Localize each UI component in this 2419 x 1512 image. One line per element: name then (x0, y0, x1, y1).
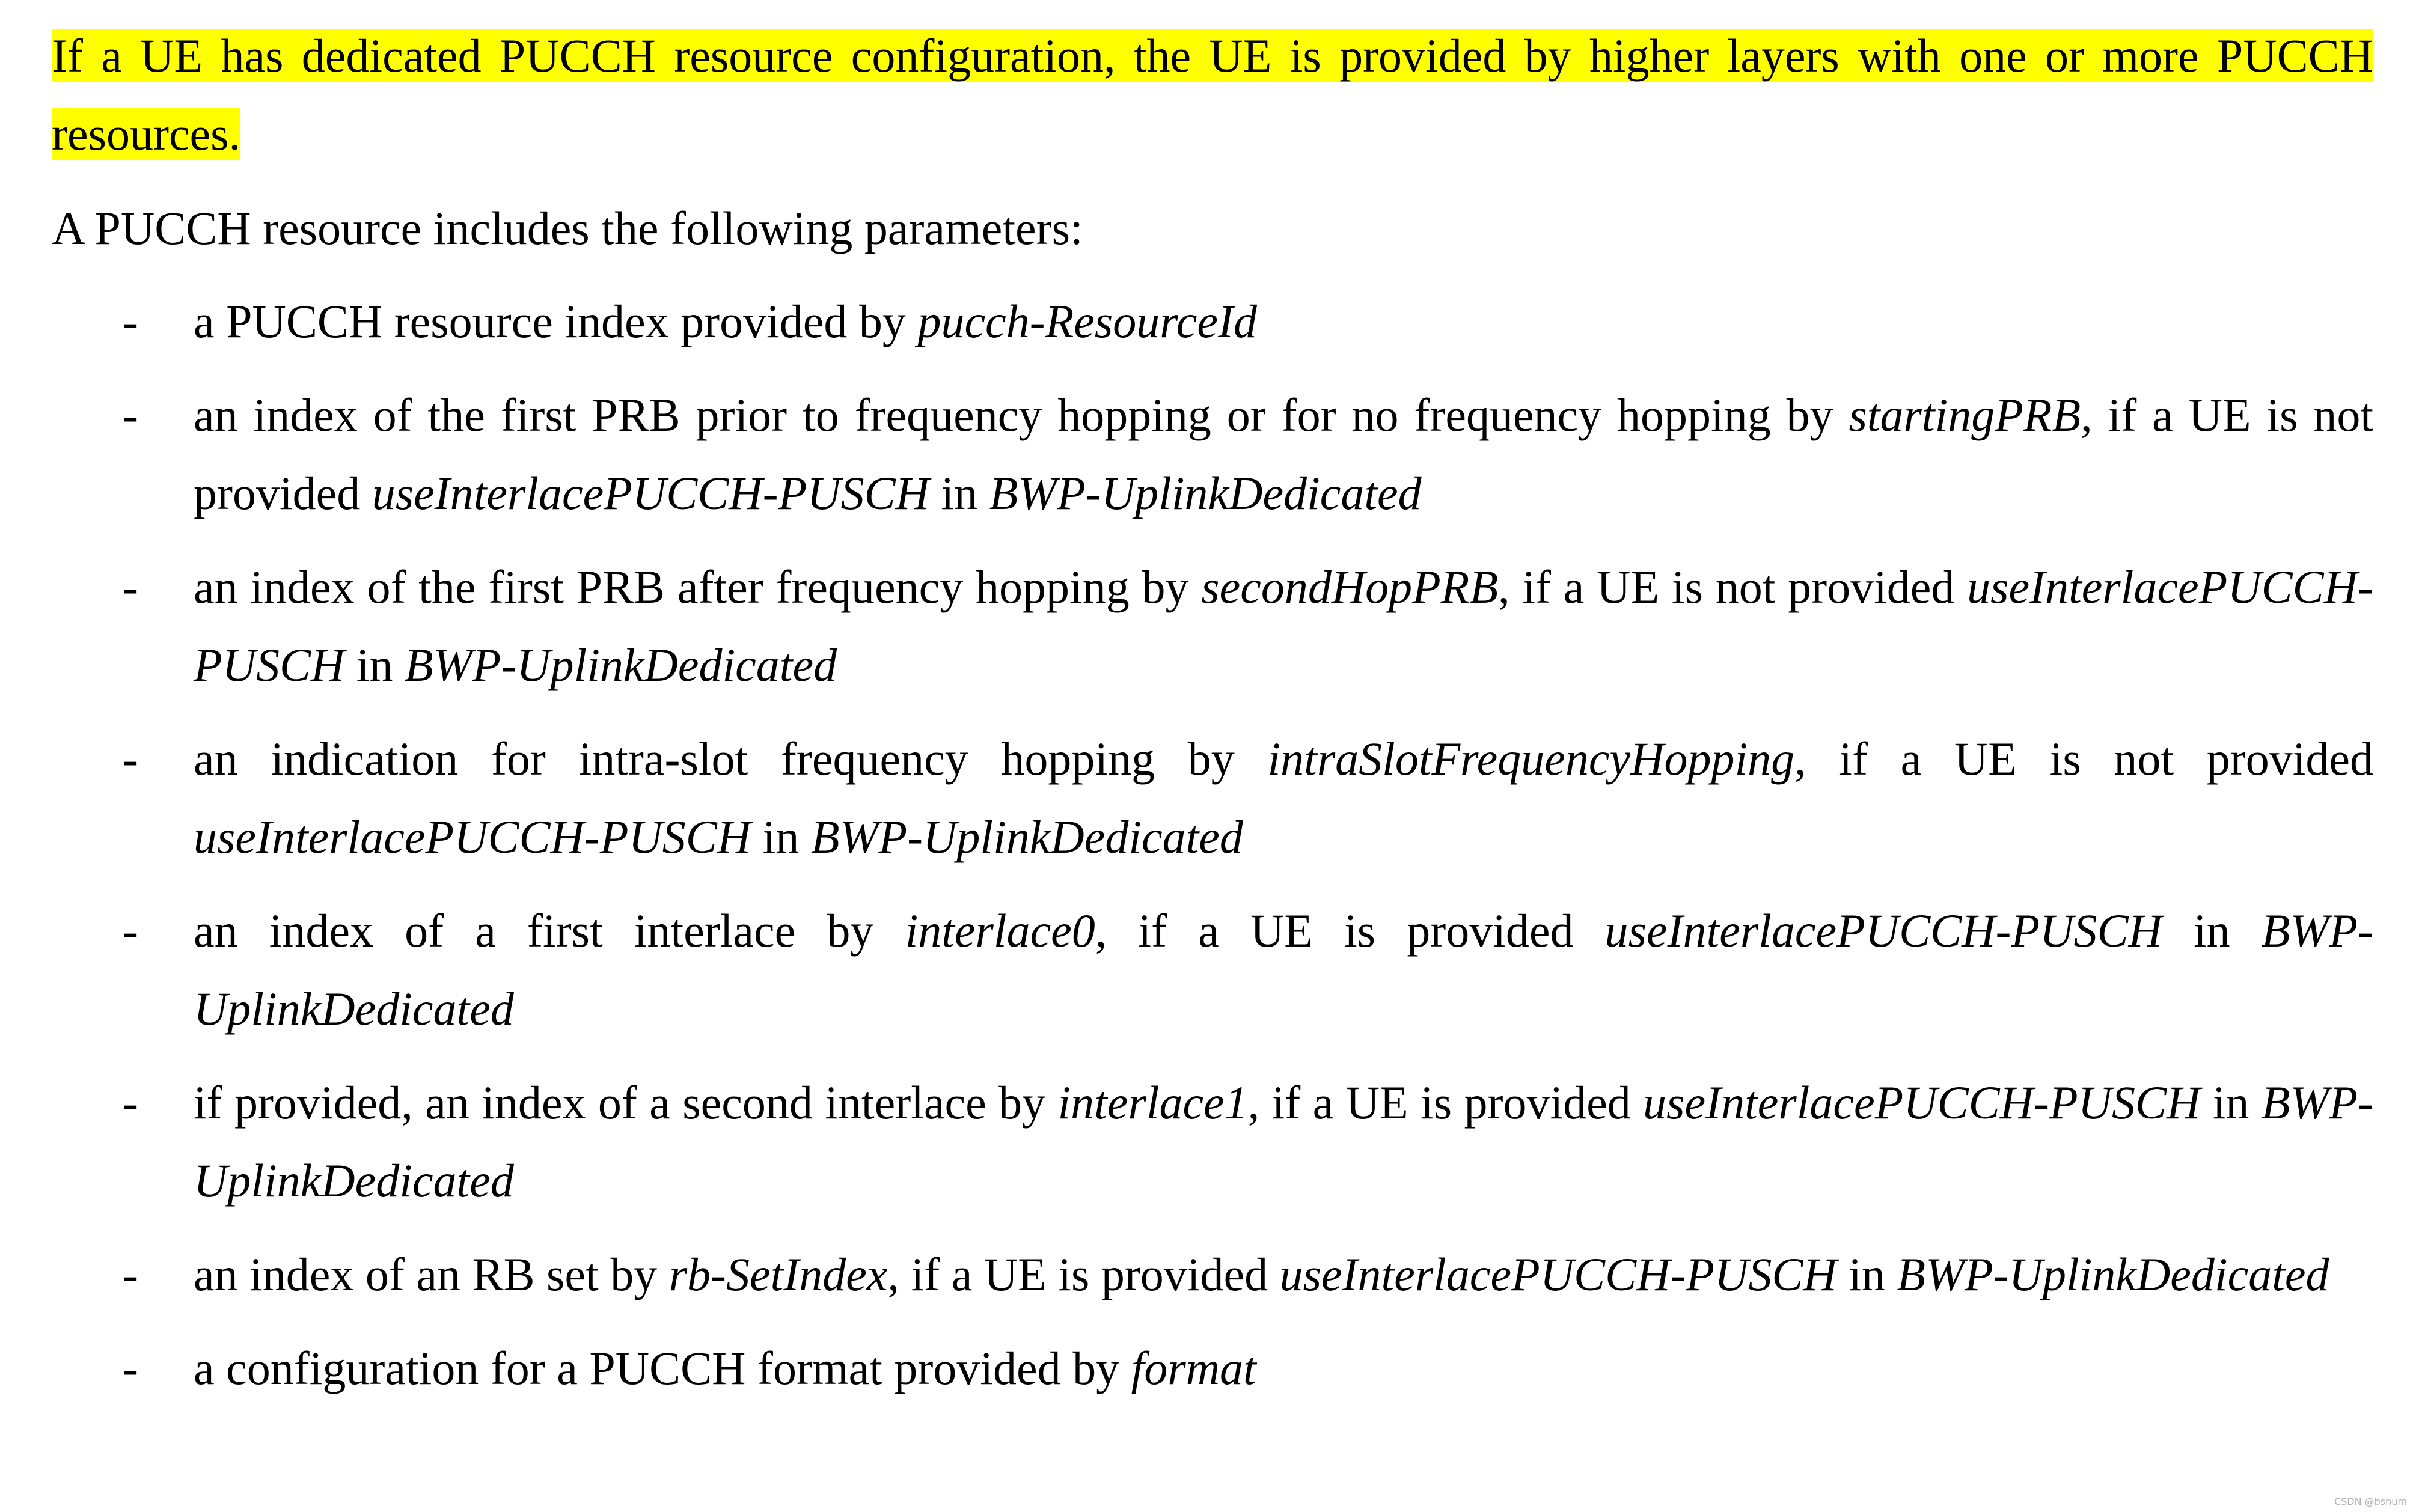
item-param: format (1131, 1342, 1256, 1394)
item-text: in (1836, 1248, 1897, 1300)
item-param: secondHopPRB (1201, 561, 1499, 613)
parameter-list (52, 282, 2373, 1423)
item-text: in (2200, 1076, 2262, 1129)
item-param: pucch-ResourceId (917, 295, 1257, 347)
list-dash: - (123, 561, 138, 613)
item-text: an index of the first PRB after frequency hopping by (194, 561, 1202, 613)
list-item (52, 1236, 2373, 1314)
item-param: BWP-UplinkDedicated (405, 639, 837, 691)
item-text: a configuration for a PUCCH format provided by (194, 1342, 1131, 1394)
item-text: in (2162, 904, 2262, 957)
list-dash: - (123, 904, 138, 957)
item-text: in (344, 639, 405, 691)
item-text: a PUCCH resource index provided by (194, 295, 918, 347)
intro-paragraph: A PUCCH resource includes the following parameters: (52, 202, 1083, 254)
list-dash: - (123, 389, 138, 441)
list-item (52, 282, 2373, 361)
item-param: useInterlacePUCCH-PUSCH (1643, 1076, 2201, 1129)
item-param: interlace0 (905, 904, 1095, 957)
item-text: an indication for intra-slot frequency hopping by (194, 733, 1268, 785)
item-param: BWP-UplinkDedicated (1897, 1248, 2329, 1300)
list-item (52, 892, 2373, 1048)
item-param: useInterlacePUCCH-PUSCH (1279, 1248, 1837, 1300)
item-text: if provided, an index of a second interlace by (194, 1076, 1058, 1129)
watermark: CSDN @bshum (2334, 1496, 2407, 1507)
list-item (52, 720, 2373, 876)
item-text: an index of an RB set by (194, 1248, 669, 1300)
highlighted-text: If a UE has dedicated PUCCH resource configuration, the UE is provided by higher layers with one or more PUCCH resources. (52, 29, 2373, 160)
item-text: , if a UE is provided (1247, 1076, 1644, 1129)
item-param: interlace1 (1057, 1076, 1248, 1129)
item-param: useInterlacePUCCH-PUSCH (194, 561, 2374, 691)
list-dash: - (123, 1342, 138, 1394)
list-dash: - (123, 1076, 138, 1129)
item-param: BWP-UplinkDedicated (989, 467, 1422, 519)
item-param: useInterlacePUCCH-PUSCH (372, 467, 929, 519)
highlighted-paragraph (52, 17, 2373, 173)
item-param: BWP-UplinkDedicated (194, 1076, 2374, 1207)
item-param: startingPRB (1849, 389, 2081, 441)
item-text: an index of a first interlace by (194, 904, 905, 957)
item-text: , if a UE is not provided (1498, 561, 1968, 613)
list-dash: - (123, 1248, 138, 1300)
item-text: in (929, 467, 989, 519)
list-item (52, 548, 2373, 704)
item-param: rb-SetIndex (668, 1248, 888, 1300)
item-param: BWP-UplinkDedicated (810, 811, 1243, 863)
document-page (52, 0, 2373, 1512)
item-param: intraSlotFrequencyHopping (1267, 733, 1795, 785)
item-text: in (751, 811, 811, 863)
list-dash: - (123, 295, 138, 347)
item-param: useInterlacePUCCH-PUSCH (1604, 904, 2162, 957)
list-item (52, 376, 2373, 532)
item-text: , if a UE is not provided (194, 389, 2374, 519)
list-dash: - (123, 733, 138, 785)
item-text: , if a UE is provided (887, 1248, 1280, 1300)
list-item (52, 1329, 2373, 1407)
item-param: useInterlacePUCCH-PUSCH (194, 811, 751, 863)
item-text: an index of the first PRB prior to frequency hopping or for no frequency hopping by (194, 389, 1849, 441)
item-param: BWP-UplinkDedicated (194, 904, 2374, 1035)
item-text: , if a UE is not provided (1794, 733, 2374, 785)
list-item (52, 1064, 2373, 1220)
item-text: , if a UE is provided (1095, 904, 1605, 957)
